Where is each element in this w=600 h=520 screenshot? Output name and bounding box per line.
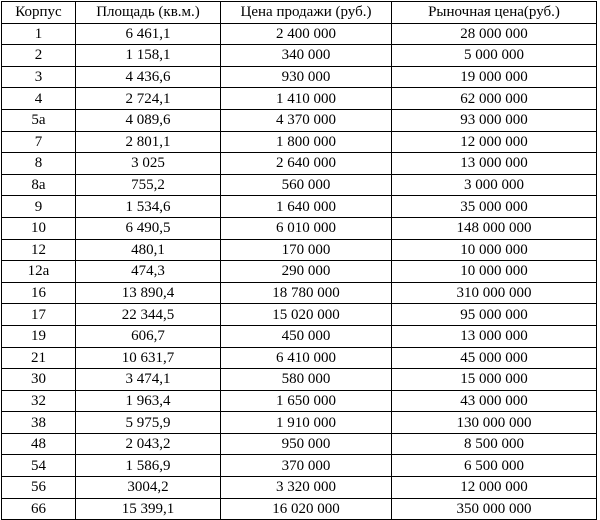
- table-row: [2, 174, 597, 196]
- cell-market-price: 19 000 000: [392, 66, 597, 88]
- cell-sale-price: 1 410 000: [221, 88, 392, 110]
- cell-market-price: 93 000 000: [392, 109, 597, 131]
- cell-sale-price: 18 780 000: [221, 282, 392, 304]
- cell-market-price: 310 000 000: [392, 282, 597, 304]
- cell-market-price: 62 000 000: [392, 88, 597, 110]
- cell-sale-price: 290 000: [221, 261, 392, 283]
- cell-market-price: 43 000 000: [392, 390, 597, 412]
- cell-market-price: 28 000 000: [392, 23, 597, 45]
- table-row: [2, 412, 597, 434]
- cell-sale-price: 1 640 000: [221, 196, 392, 218]
- cell-market-price: 45 000 000: [392, 347, 597, 369]
- table-row: [2, 196, 597, 218]
- cell-building: 2: [2, 45, 76, 67]
- cell-sale-price: 6 010 000: [221, 217, 392, 239]
- cell-market-price: 10 000 000: [392, 261, 597, 283]
- cell-area: 4 436,6: [76, 66, 221, 88]
- header-sale-price: Цена продажи (руб.): [221, 2, 392, 24]
- table-row: [2, 153, 597, 175]
- table-row: [2, 325, 597, 347]
- cell-sale-price: 4 370 000: [221, 109, 392, 131]
- cell-area: 2 801,1: [76, 131, 221, 153]
- cell-sale-price: 930 000: [221, 66, 392, 88]
- cell-building: 54: [2, 455, 76, 477]
- cell-building: 56: [2, 477, 76, 499]
- cell-area: 3004,2: [76, 477, 221, 499]
- table-row: [2, 23, 597, 45]
- table-row: [2, 369, 597, 391]
- cell-market-price: 12 000 000: [392, 131, 597, 153]
- cell-market-price: 3 000 000: [392, 174, 597, 196]
- cell-building: 38: [2, 412, 76, 434]
- cell-building: 3: [2, 66, 76, 88]
- cell-area: 13 890,4: [76, 282, 221, 304]
- cell-area: 4 089,6: [76, 109, 221, 131]
- header-area: Площадь (кв.м.): [76, 2, 221, 24]
- cell-sale-price: 2 400 000: [221, 23, 392, 45]
- cell-building: 7: [2, 131, 76, 153]
- cell-building: 8а: [2, 174, 76, 196]
- cell-sale-price: 1 910 000: [221, 412, 392, 434]
- cell-area: 10 631,7: [76, 347, 221, 369]
- cell-area: 3 025: [76, 153, 221, 175]
- cell-sale-price: 1 800 000: [221, 131, 392, 153]
- cell-area: 2 724,1: [76, 88, 221, 110]
- cell-area: 22 344,5: [76, 304, 221, 326]
- cell-area: 606,7: [76, 325, 221, 347]
- cell-market-price: 35 000 000: [392, 196, 597, 218]
- cell-market-price: 95 000 000: [392, 304, 597, 326]
- cell-sale-price: 3 320 000: [221, 477, 392, 499]
- table-row: [2, 109, 597, 131]
- property-table: [1, 1, 597, 520]
- cell-sale-price: 15 020 000: [221, 304, 392, 326]
- cell-building: 4: [2, 88, 76, 110]
- cell-area: 6 490,5: [76, 217, 221, 239]
- cell-area: 1 534,6: [76, 196, 221, 218]
- cell-area: 755,2: [76, 174, 221, 196]
- cell-sale-price: 16 020 000: [221, 498, 392, 520]
- cell-area: 1 158,1: [76, 45, 221, 67]
- cell-area: 5 975,9: [76, 412, 221, 434]
- cell-building: 9: [2, 196, 76, 218]
- cell-market-price: 8 500 000: [392, 433, 597, 455]
- cell-sale-price: 560 000: [221, 174, 392, 196]
- table-row: [2, 239, 597, 261]
- table-row: [2, 347, 597, 369]
- table-row: [2, 217, 597, 239]
- cell-area: 15 399,1: [76, 498, 221, 520]
- table-body: [2, 23, 597, 520]
- cell-building: 30: [2, 369, 76, 391]
- cell-market-price: 12 000 000: [392, 477, 597, 499]
- table-row: [2, 433, 597, 455]
- cell-building: 48: [2, 433, 76, 455]
- cell-building: 10: [2, 217, 76, 239]
- cell-building: 17: [2, 304, 76, 326]
- header-building: Корпус: [2, 2, 76, 24]
- cell-building: 5а: [2, 109, 76, 131]
- table-row: [2, 455, 597, 477]
- cell-area: 480,1: [76, 239, 221, 261]
- table-row: [2, 66, 597, 88]
- cell-area: 474,3: [76, 261, 221, 283]
- cell-building: 8: [2, 153, 76, 175]
- cell-building: 16: [2, 282, 76, 304]
- table-row: [2, 304, 597, 326]
- cell-market-price: 13 000 000: [392, 153, 597, 175]
- cell-market-price: 130 000 000: [392, 412, 597, 434]
- cell-building: 19: [2, 325, 76, 347]
- table-row: [2, 498, 597, 520]
- cell-market-price: 148 000 000: [392, 217, 597, 239]
- table-row: [2, 477, 597, 499]
- cell-building: 1: [2, 23, 76, 45]
- cell-market-price: 15 000 000: [392, 369, 597, 391]
- cell-sale-price: 340 000: [221, 45, 392, 67]
- header-row: [2, 2, 597, 24]
- cell-market-price: 6 500 000: [392, 455, 597, 477]
- table-row: [2, 390, 597, 412]
- cell-market-price: 10 000 000: [392, 239, 597, 261]
- cell-sale-price: 1 650 000: [221, 390, 392, 412]
- table-row: [2, 131, 597, 153]
- cell-sale-price: 6 410 000: [221, 347, 392, 369]
- cell-building: 12: [2, 239, 76, 261]
- cell-area: 2 043,2: [76, 433, 221, 455]
- cell-sale-price: 370 000: [221, 455, 392, 477]
- cell-area: 3 474,1: [76, 369, 221, 391]
- cell-sale-price: 450 000: [221, 325, 392, 347]
- cell-area: 1 963,4: [76, 390, 221, 412]
- cell-sale-price: 580 000: [221, 369, 392, 391]
- cell-market-price: 350 000 000: [392, 498, 597, 520]
- cell-building: 12а: [2, 261, 76, 283]
- table-row: [2, 282, 597, 304]
- header-market-price: Рыночная цена(руб.): [392, 2, 597, 24]
- table-row: [2, 45, 597, 67]
- table-row: [2, 261, 597, 283]
- cell-sale-price: 2 640 000: [221, 153, 392, 175]
- cell-market-price: 13 000 000: [392, 325, 597, 347]
- table-row: [2, 88, 597, 110]
- cell-market-price: 5 000 000: [392, 45, 597, 67]
- cell-area: 6 461,1: [76, 23, 221, 45]
- cell-building: 66: [2, 498, 76, 520]
- cell-sale-price: 170 000: [221, 239, 392, 261]
- cell-sale-price: 950 000: [221, 433, 392, 455]
- cell-area: 1 586,9: [76, 455, 221, 477]
- cell-building: 21: [2, 347, 76, 369]
- document-page: [1, 1, 597, 520]
- cell-building: 32: [2, 390, 76, 412]
